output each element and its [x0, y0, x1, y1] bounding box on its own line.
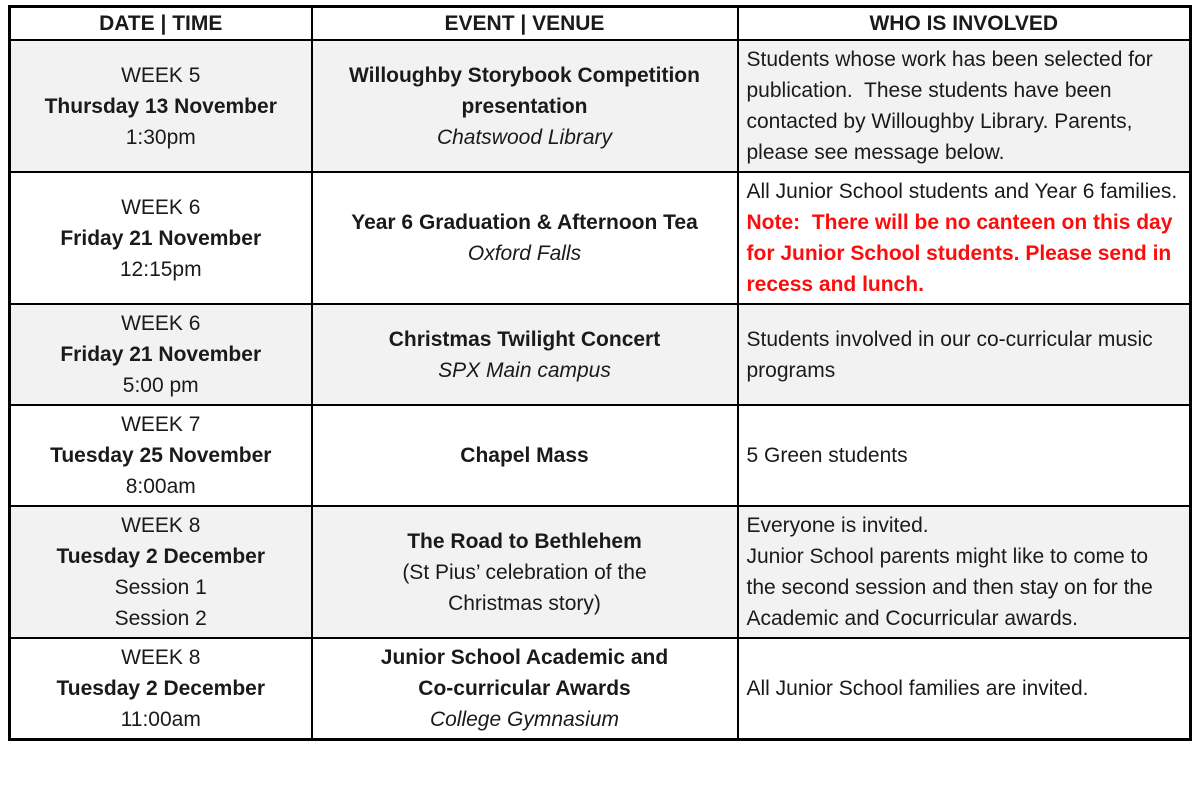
- table-row: [10, 304, 1191, 405]
- event-venue-line: presentation: [461, 94, 588, 118]
- date-time-line: WEEK 6: [121, 195, 201, 219]
- header-event-venue: EVENT | VENUE: [312, 7, 738, 41]
- event-venue-line: Chapel Mass: [460, 444, 589, 467]
- who-is-involved-cell: [738, 172, 1191, 304]
- event-venue-line: Year 6 Graduation & Afternoon Tea: [351, 211, 698, 234]
- event-venue-line: Christmas Twilight Concert: [388, 327, 661, 351]
- who-paragraph: Students whose work has been selected for publication. These students have been contacted by Willoughby Library. Parents, please see message below.: [746, 48, 1153, 164]
- who-paragraph: 5 Green students: [746, 444, 908, 467]
- event-venue-line: Co-curricular Awards: [418, 677, 631, 700]
- date-time-cell: [10, 638, 312, 740]
- table-row: [10, 638, 1191, 740]
- table-body: [10, 40, 1191, 740]
- date-time-line: WEEK 5: [121, 63, 201, 87]
- event-venue-line: Willoughby Storybook Competition: [349, 63, 700, 87]
- who-is-involved-cell: [738, 506, 1191, 638]
- date-time-line: Tuesday 2 December: [56, 545, 266, 568]
- date-time-line: Friday 21 November: [60, 226, 262, 250]
- date-time-line: Session 1: [114, 576, 207, 599]
- table-row: [10, 40, 1191, 172]
- event-venue-line: Oxford Falls: [467, 242, 582, 265]
- event-venue-cell: [312, 304, 738, 405]
- date-time-line: 5:00 pm: [122, 374, 199, 397]
- event-venue-cell: [312, 405, 738, 506]
- who-paragraph: Students involved in our co-curricular music programs: [746, 327, 1153, 382]
- event-venue-cell: [312, 506, 738, 638]
- who-paragraph: All Junior School students and Year 6 families.: [746, 180, 1178, 203]
- date-time-line: Thursday 13 November: [44, 94, 277, 118]
- date-time-line: Friday 21 November: [60, 343, 262, 366]
- who-is-involved-cell: [738, 40, 1191, 172]
- event-venue-cell: [312, 172, 738, 304]
- header-row: [10, 7, 1191, 41]
- date-time-cell: [10, 405, 312, 506]
- who-paragraph: Note: There will be no canteen on this day for Junior School students. Please send in recess and lunch.: [746, 211, 1173, 296]
- who-paragraph: All Junior School families are invited.: [746, 677, 1089, 700]
- event-venue-cell: [312, 638, 738, 740]
- event-venue-line: Christmas story): [448, 591, 601, 615]
- date-time-line: WEEK 8: [121, 514, 201, 537]
- date-time-line: 1:30pm: [125, 125, 196, 149]
- date-time-cell: [10, 40, 312, 172]
- date-time-cell: [10, 172, 312, 304]
- header-who-is-involved: WHO IS INVOLVED: [738, 7, 1191, 41]
- date-time-line: 11:00am: [120, 708, 201, 731]
- date-time-cell: [10, 304, 312, 405]
- who-is-involved-cell: [738, 405, 1191, 506]
- date-time-cell: [10, 506, 312, 638]
- table-row: [10, 172, 1191, 304]
- table-row: [10, 405, 1191, 506]
- who-paragraph: Everyone is invited.: [746, 514, 929, 537]
- table-row: [10, 506, 1191, 638]
- date-time-line: WEEK 7: [121, 413, 201, 436]
- event-venue-cell: [312, 40, 738, 172]
- date-time-line: Tuesday 25 November: [50, 444, 272, 467]
- date-time-line: Session 2: [114, 607, 207, 630]
- who-is-involved-cell: [738, 638, 1191, 740]
- event-venue-line: (St Pius’ celebration of the: [402, 560, 647, 584]
- events-table: [8, 5, 1192, 741]
- event-venue-line: Chatswood Library: [436, 125, 613, 149]
- date-time-line: 8:00am: [125, 475, 196, 498]
- who-paragraph: Junior School parents might like to come to the second session and then stay on for the Academic and Cocurricular awards.: [746, 545, 1153, 630]
- date-time-line: 12:15pm: [119, 257, 202, 281]
- who-is-involved-cell: [738, 304, 1191, 405]
- event-venue-line: SPX Main campus: [438, 358, 611, 382]
- date-time-line: WEEK 6: [121, 312, 201, 335]
- date-time-line: WEEK 8: [121, 646, 201, 669]
- date-time-line: Tuesday 2 December: [56, 677, 266, 700]
- event-venue-line: College Gymnasium: [429, 708, 620, 731]
- header-date-time: DATE | TIME: [10, 7, 312, 41]
- event-venue-line: Junior School Academic and: [380, 646, 669, 669]
- event-venue-line: The Road to Bethlehem: [407, 529, 642, 553]
